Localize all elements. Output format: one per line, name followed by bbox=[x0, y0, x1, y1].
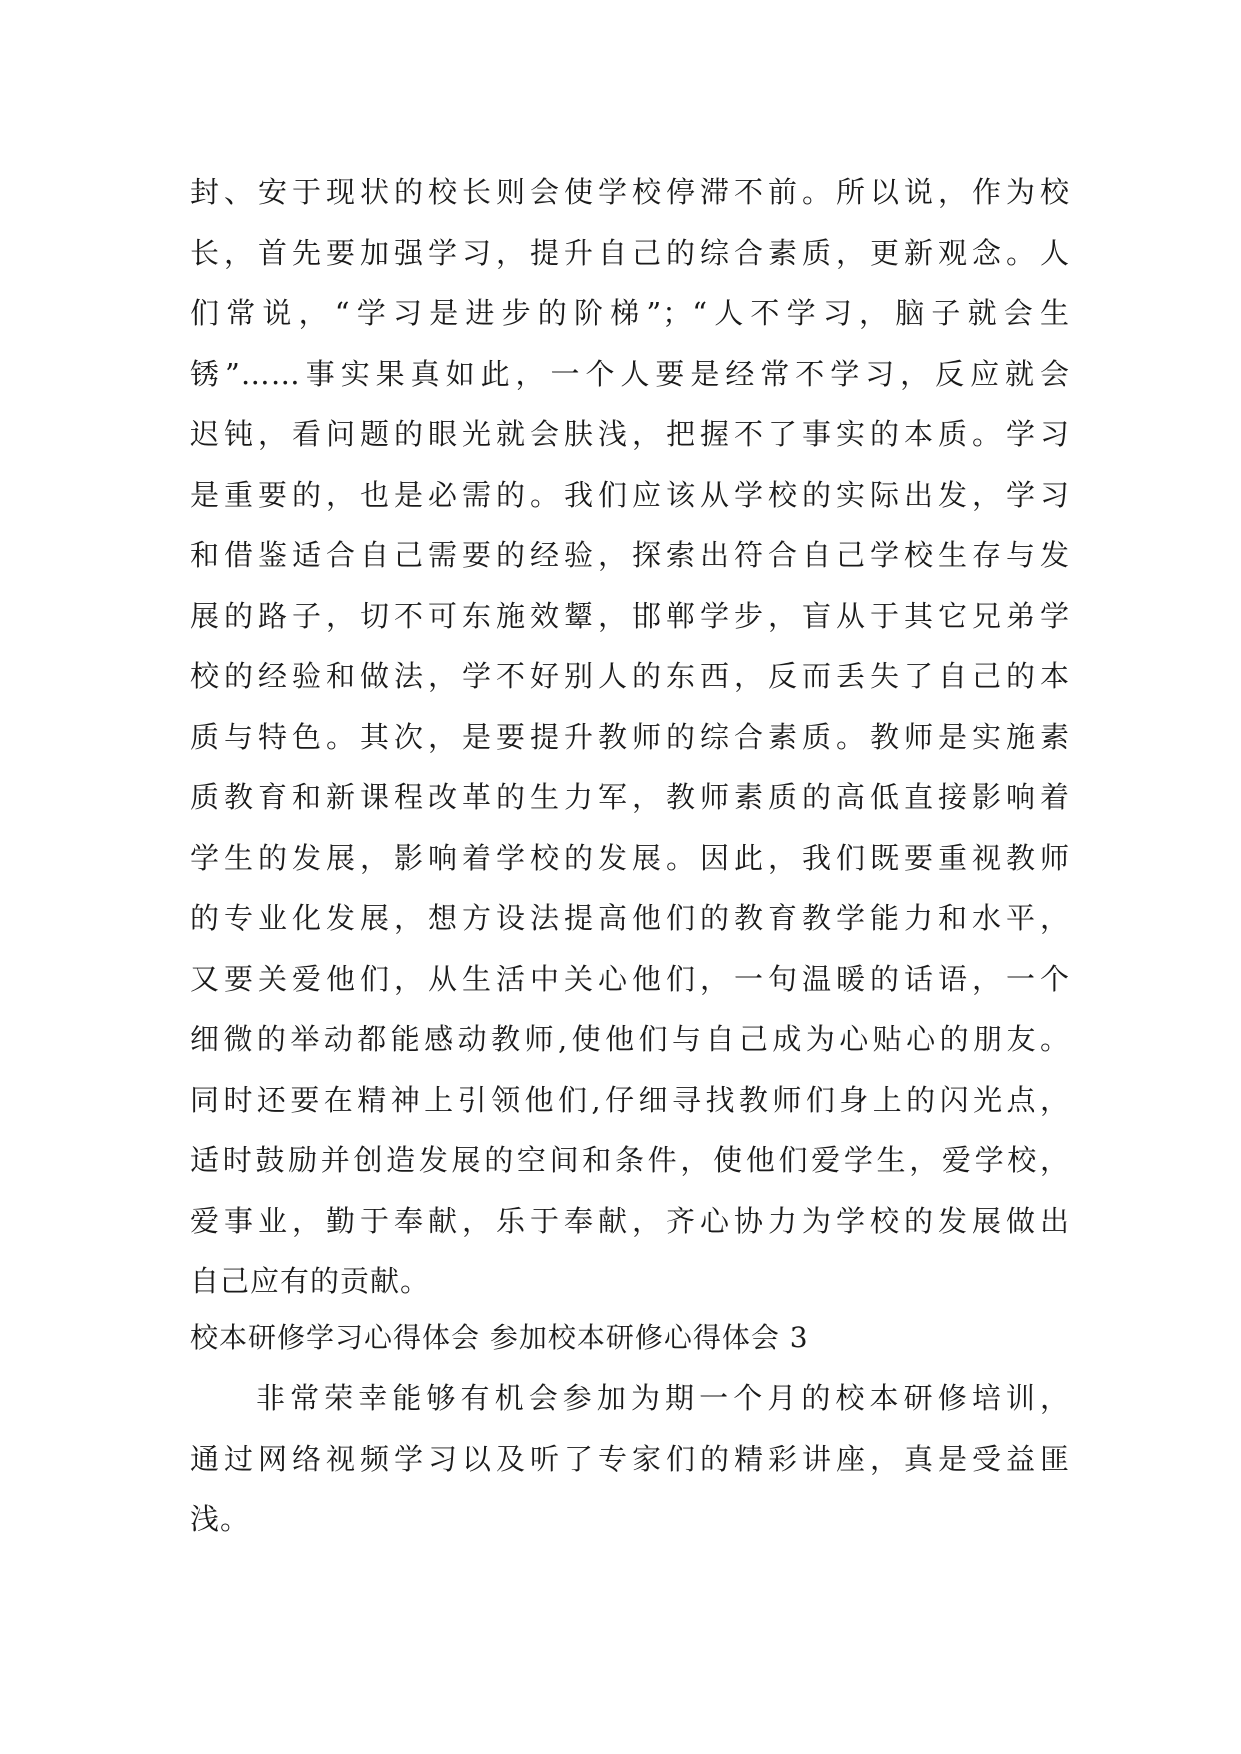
paragraph-line: 封、安于现状的校长则会使学校停滞不前。所以说，作为校 bbox=[190, 175, 1070, 209]
paragraph-line: 展的路子，切不可东施效颦，邯郸学步，盲从于其它兄弟学 bbox=[190, 598, 1070, 633]
paragraph-line: 迟钝，看问题的眼光就会肤浅，把握不了事实的本质。学习 bbox=[190, 417, 1070, 451]
paragraph-line: 适时鼓励并创造发展的空间和条件，使他们爱学生，爱学校， bbox=[190, 1143, 1070, 1177]
paragraph-line: 又要关爱他们，从生活中关心他们，一句温暖的话语，一个 bbox=[190, 961, 1070, 996]
paragraph-line: 同时还要在精神上引领他们,仔细寻找教师们身上的闪光点， bbox=[190, 1082, 1070, 1117]
paragraph-line: 长，首先要加强学习，提升自己的综合素质，更新观念。人 bbox=[190, 235, 1070, 270]
paragraph-line: 学生的发展，影响着学校的发展。因此，我们既要重视教师 bbox=[190, 840, 1070, 875]
paragraph-line: 是重要的，也是必需的。我们应该从学校的实际出发，学习 bbox=[190, 477, 1070, 512]
paragraph-line: 非常荣幸能够有机会参加为期一个月的校本研修培训， bbox=[256, 1381, 1070, 1415]
paragraph-line: 爱事业，勤于奉献，乐于奉献，齐心协力为学校的发展做出 bbox=[190, 1203, 1070, 1238]
paragraph-line: 校的经验和做法，学不好别人的东西，反而丢失了自己的本 bbox=[190, 659, 1070, 693]
paragraph-1 bbox=[190, 162, 1070, 1312]
paragraph-2 bbox=[190, 1368, 1070, 1550]
paragraph-line: 质教育和新课程改革的生力军，教师素质的高低直接影响着 bbox=[190, 780, 1070, 814]
paragraph-line: 质与特色。其次，是要提升教师的综合素质。教师是实施素 bbox=[190, 719, 1070, 754]
paragraph-line: 的专业化发展，想方设法提高他们的教育教学能力和水平， bbox=[190, 901, 1070, 935]
paragraph-line: 通过网络视频学习以及听了专家们的精彩讲座，真是受益匪 bbox=[190, 1441, 1070, 1476]
paragraph-line: 细微的举动都能感动教师,使他们与自己成为心贴心的朋友。 bbox=[190, 1022, 1070, 1056]
section-title: 校本研修学习心得体会 参加校本研修心得体会 3 bbox=[190, 1321, 809, 1354]
paragraph-line: 们常说，“学习是进步的阶梯”；“人不学习，脑子就会生 bbox=[190, 296, 1070, 330]
paragraph-line: 自己应有的贡献。 bbox=[190, 1264, 431, 1298]
paragraph-line: 锈”……事实果真如此，一个人要是经常不学习，反应就会 bbox=[190, 356, 1070, 391]
paragraph-line: 浅。 bbox=[190, 1502, 251, 1536]
paragraph-line: 和借鉴适合自己需要的经验，探索出符合自己学校生存与发 bbox=[190, 538, 1070, 572]
